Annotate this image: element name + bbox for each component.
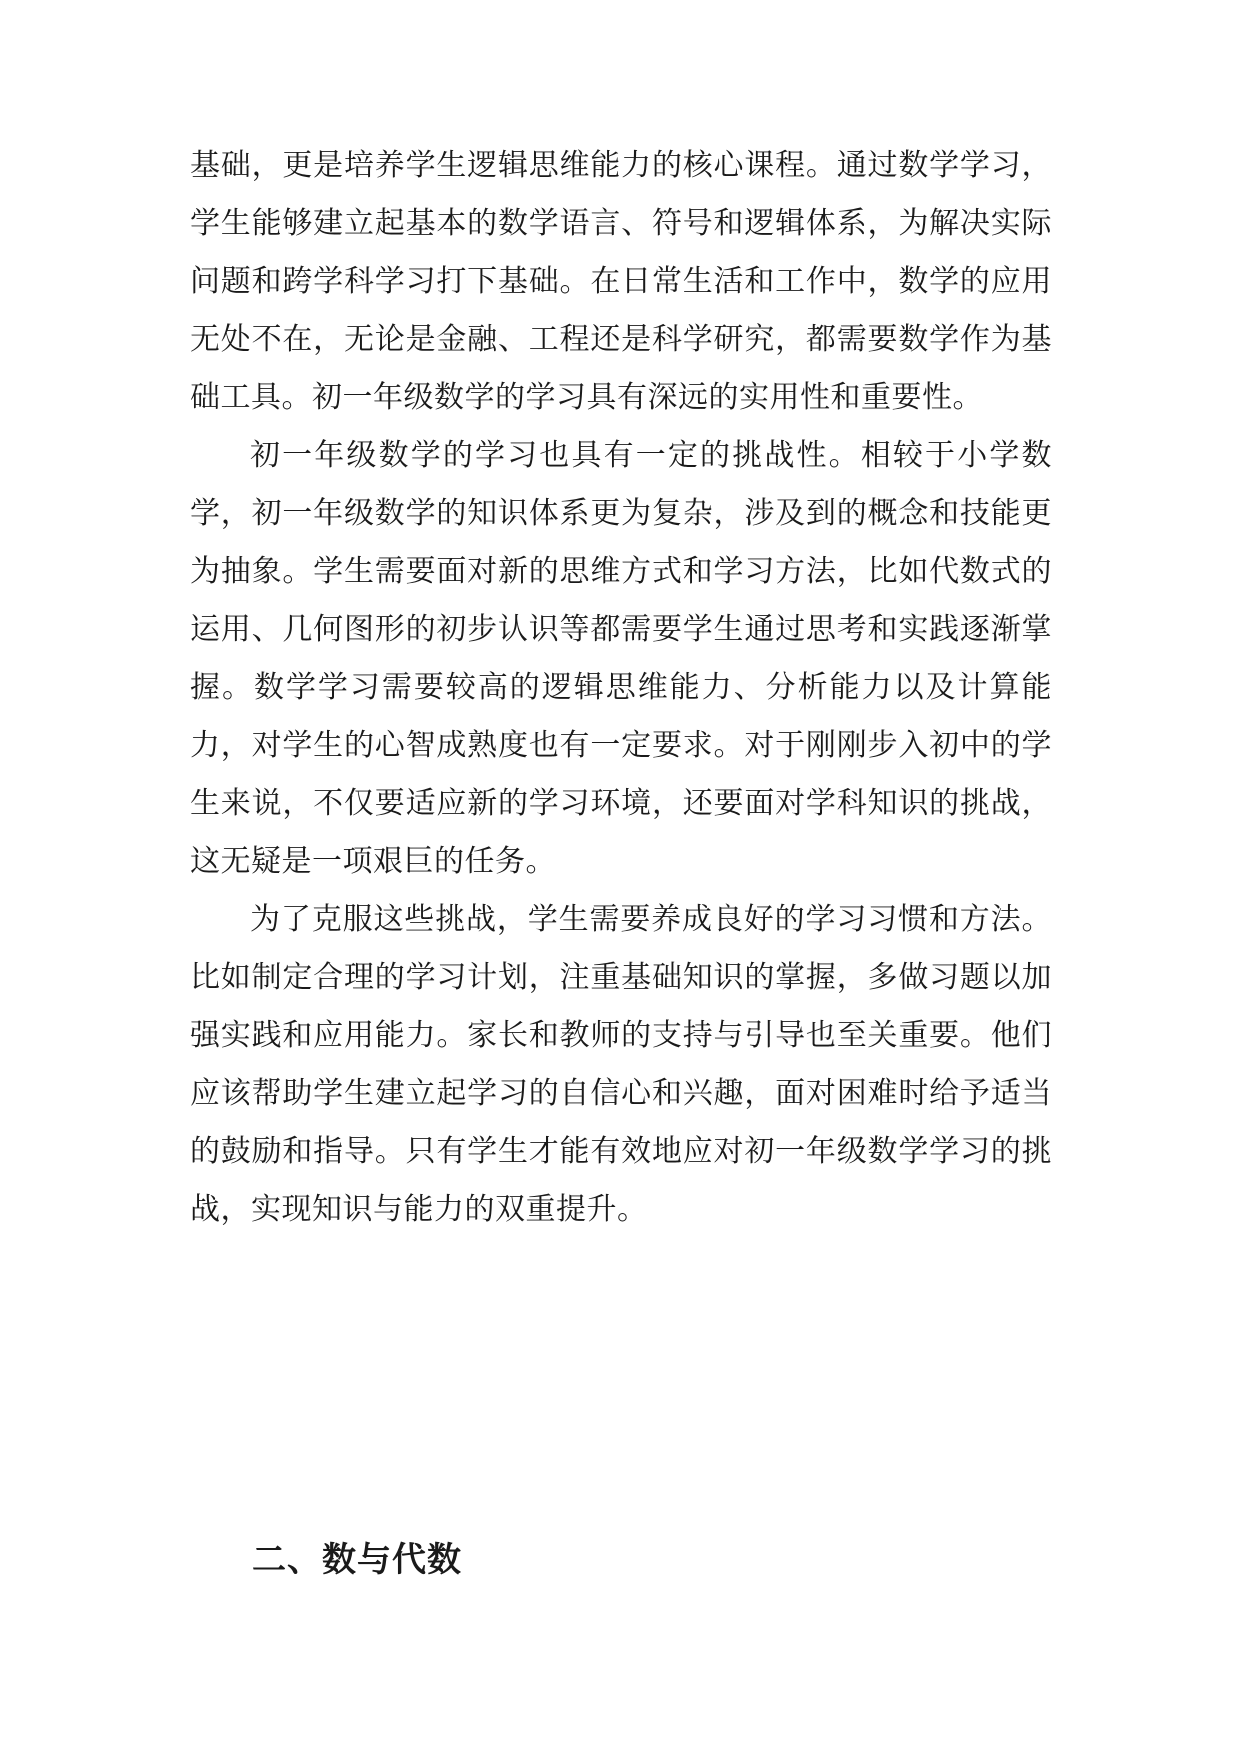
section-heading: 二、数与代数 (252, 1540, 462, 1580)
body-text (190, 137, 1052, 1239)
paragraph-3: 为了克服这些挑战，学生需要养成良好的学习习惯和方法。比如制定合理的学习计划，注重基础知识的掌握，多做习题以加强实践和应用能力。家长和教师的支持与引导也至关重要。他们应该帮助学生建立起学习的自信心和兴趣，面对困难时给予适当的鼓励和指导。只有学生才能有效地应对初一年级数学学习的挑战，实现知识与能力的双重提升。 (190, 902, 1052, 1227)
paragraph-2: 初一年级数学的学习也具有一定的挑战性。相较于小学数学，初一年级数学的知识体系更为复杂，涉及到的概念和技能更为抽象。学生需要面对新的思维方式和学习方法，比如代数式的运用、几何图形的初步认识等都需要学生通过思考和实践逐渐掌握。数学学习需要较高的逻辑思维能力、分析能力以及计算能力，对学生的心智成熟度也有一定要求。对于刚刚步入初中的学生来说，不仅要适应新的学习环境，还要面对学科知识的挑战，这无疑是一项艰巨的任务。 (190, 438, 1052, 879)
paragraph-1: 基础，更是培养学生逻辑思维能力的核心课程。通过数学学习，学生能够建立起基本的数学语言、符号和逻辑体系，为解决实际问题和跨学科学习打下基础。在日常生活和工作中，数学的应用无处不在，无论是金融、工程还是科学研究，都需要数学作为基础工具。初一年级数学的学习具有深远的实用性和重要性。 (190, 148, 1052, 415)
